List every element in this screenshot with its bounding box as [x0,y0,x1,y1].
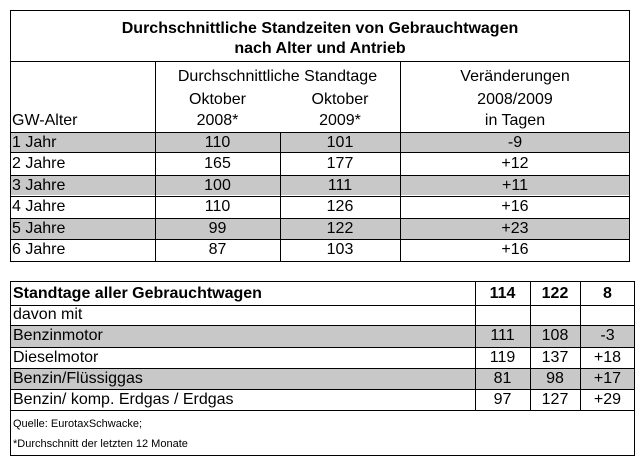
value-change: +18 [593,349,622,366]
header-col1: GW-Alter [12,112,78,129]
value-change: +23 [501,220,529,237]
header-col4-line3: in Tagen [484,112,546,129]
value-2009: 177 [326,155,354,172]
value-change: +12 [501,155,529,172]
source-note: Quelle: EurotaxSchwacke; [13,418,143,430]
row-label: 5 Jahre [12,220,66,237]
table-title-line1: Durchschnittliche Standzeiten von Gebrauchtwagen [121,20,519,37]
value-2009: 137 [541,349,569,366]
title-divider [10,61,630,62]
header-col4-line2: 2008/2009 [477,91,553,108]
value-2008: 99 [208,220,227,237]
row-divider [10,305,635,306]
value-2009: 98 [546,370,564,387]
value-2009: 127 [541,391,569,408]
row-label: 6 Jahre [12,241,66,258]
row-label: 1 Jahr [12,134,57,151]
row-label: 3 Jahre [12,177,66,194]
value-2009: 103 [326,241,354,258]
value-2009: 126 [326,198,354,215]
header-col3-line1: Oktober [311,91,369,108]
footnote: *Durchschnitt der letzten 12 Monate [13,438,188,450]
value-2009: 101 [326,134,354,151]
total-change: 8 [603,285,612,302]
value-change: -3 [600,327,615,344]
value-change: +17 [593,370,622,387]
value-2009: 122 [326,220,354,237]
value-2008: 119 [489,349,516,366]
value-2008: 87 [208,241,227,258]
row-label: Benzinmotor [13,327,103,344]
value-change: -9 [507,134,523,151]
value-change: +16 [501,241,529,258]
value-2008: 100 [204,177,231,194]
value-2008: 111 [490,327,515,344]
total-2008: 114 [489,285,516,302]
header-col2-line1: Oktober [189,91,246,108]
row-label: Dieselmotor [13,349,99,366]
value-change: +16 [501,198,529,215]
header-col3-line2: 2009* [319,112,361,129]
sub-label: davon mit [13,306,83,323]
row-divider [10,410,635,411]
row-label: 4 Jahre [12,198,66,215]
row-label: 2 Jahre [12,155,66,172]
table-title-line2: nach Alter und Antrieb [234,40,406,57]
row-label: Benzin/ komp. Erdgas / Erdgas [13,391,234,408]
value-2008: 81 [493,370,512,387]
value-change: +29 [593,391,622,408]
value-2009: 108 [541,327,569,344]
value-2009: 111 [327,177,353,194]
header-group-label: Durchschnittliche Standtage [177,68,378,85]
value-2008: 110 [204,134,231,151]
value-2008: 97 [493,391,512,408]
row-label: Benzin/Flüssiggas [13,370,143,387]
value-2008: 110 [204,198,231,215]
total-label: Standtage aller Gebrauchtwagen [13,285,262,302]
value-change: +11 [502,177,528,194]
header-col2-line2: 2008* [196,112,239,129]
total-2009: 122 [541,285,569,302]
header-col4-line1: Veränderungen [460,68,570,85]
value-2008: 165 [204,155,231,172]
